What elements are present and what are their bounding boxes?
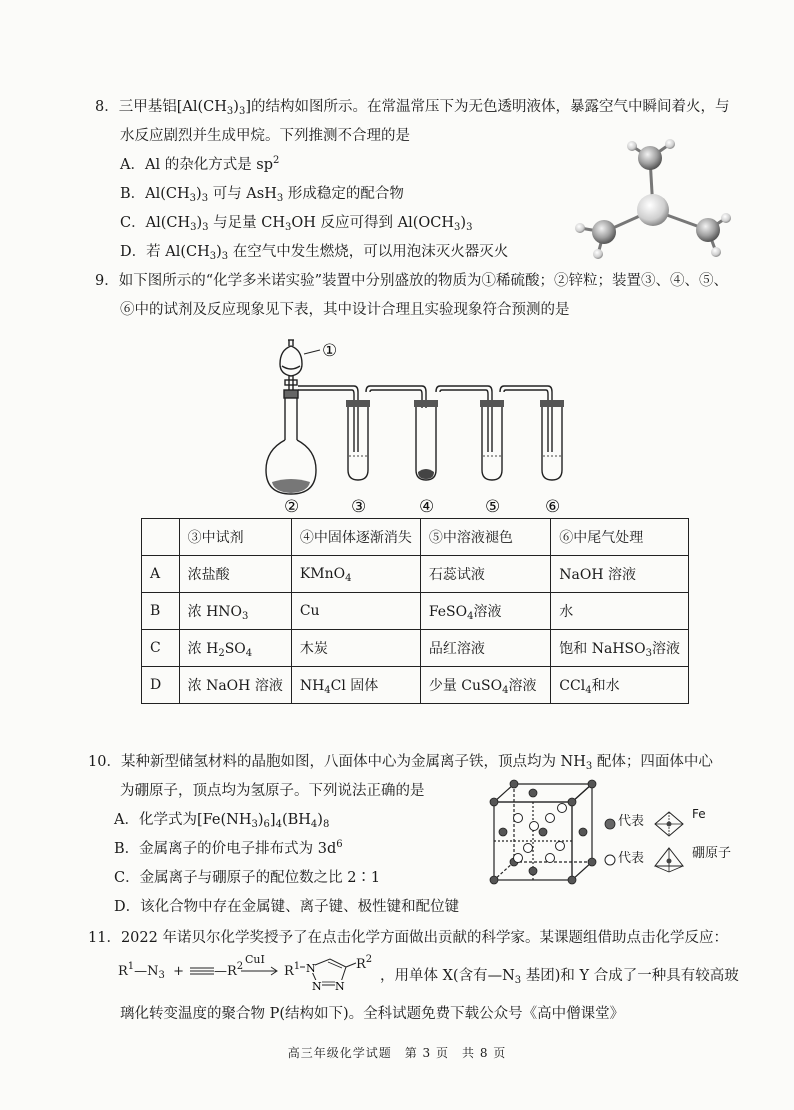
- table-header-cell: ⑤中溶液褪色: [420, 519, 550, 556]
- table-header-cell: [142, 519, 180, 556]
- table-cell: 木炭: [291, 630, 420, 667]
- legend-fe-label: Fe: [692, 807, 706, 821]
- q10-option-c: C．金属离子与硼原子的配位数之比 2∶1: [114, 870, 381, 886]
- table-cell: 浓 $HNO_3$: [179, 593, 291, 630]
- row-label: A: [142, 556, 180, 593]
- q11-line1: 11．2022 年诺贝尔化学奖授予了在点击化学方面做出贡献的科学家。某课题组借助点击化学反应：: [88, 930, 728, 946]
- table-row: [142, 593, 689, 630]
- table-cell: 浓 $H_2SO_4$: [179, 630, 291, 667]
- q11-line3: 璃化转变温度的聚合物 P(结构如下)。全科试题免费下载公众号《高中僧课堂》: [120, 1006, 625, 1022]
- crystal-cell-figure: [488, 778, 596, 886]
- table-header-cell: ⑥中尾气处理: [551, 519, 689, 556]
- reaction-reactants: $R^1—N_3$ +: [118, 961, 184, 981]
- reaction-catalyst: CuI: [245, 953, 265, 966]
- legend-boron-text: 代表: [618, 851, 645, 866]
- q8-option-c: C．$Al(CH_3)_3$ 与足量 $CH_3OH$ 反应可得到 $Al(OCH_3)_3$: [120, 215, 473, 233]
- q8-line2: 水反应剧烈并生成甲烷。下列推测不合理的是: [120, 128, 410, 144]
- q8-option-b: B．$Al(CH_3)_3$ 可与 AsH$_3$ 形成稳定的配合物: [120, 186, 404, 204]
- table-header-cell: ④中固体逐渐消失: [291, 519, 420, 556]
- table-cell: FeSO$_4$溶液: [420, 593, 550, 630]
- q8-option-a: A．Al 的杂化方式是 $sp^2$: [120, 155, 280, 173]
- reagent-table: [141, 518, 689, 704]
- q8-line1: 8．三甲基铝$[Al(CH_3)_3]$的结构如图所示。在常温常压下为无色透明液体，暴露空气中瞬间着火，与: [95, 99, 730, 117]
- table-cell: 少量 CuSO$_4$溶液: [420, 667, 550, 704]
- table-row: [142, 556, 689, 593]
- q11-line2: ，用单体 X(含有$—N_3$ 基团)和 Y 合成了一种具有较高玻: [380, 968, 739, 986]
- table-cell: 水: [551, 593, 689, 630]
- table-header-cell: ③中试剂: [179, 519, 291, 556]
- apparatus-label-4: ④: [419, 497, 435, 517]
- triazole-ring: [300, 955, 360, 993]
- table-cell: NaOH 溶液: [551, 556, 689, 593]
- q10-option-a: A．化学式为$[Fe(NH_3)_6]_4(BH_4)_8$: [114, 812, 330, 830]
- row-label: D: [142, 667, 180, 704]
- table-cell: 浓盐酸: [179, 556, 291, 593]
- apparatus-label-3: ③: [351, 497, 367, 517]
- table-cell: 石蕊试液: [420, 556, 550, 593]
- apparatus-label-1: ①: [322, 341, 338, 361]
- q10-option-d: D．该化合物中存在金属键、离子键、极性键和配位键: [114, 899, 460, 915]
- table-row: [142, 630, 689, 667]
- alkyne-triple-bond: [188, 964, 216, 978]
- apparatus-label-5: ⑤: [485, 497, 501, 517]
- row-label: B: [142, 593, 180, 630]
- trimethylaluminum-structure-figure: [568, 132, 738, 264]
- product-r1: $R^1$: [284, 961, 301, 979]
- row-label: C: [142, 630, 180, 667]
- legend-fe-text: 代表: [618, 814, 645, 829]
- reaction-r2: $—R^2$: [214, 961, 244, 979]
- page-footer: 高三年级化学试题 第 3 页 共 8 页: [287, 1046, 507, 1060]
- triazole-n2: N: [312, 980, 322, 993]
- table-cell: Cu: [291, 593, 420, 630]
- product-r2: $R^2$: [356, 954, 373, 972]
- apparatus-label-2: ②: [284, 497, 300, 517]
- triazole-n3: N: [335, 980, 345, 993]
- legend-boron-label: 硼原子: [692, 846, 732, 861]
- apparatus-label-6: ⑥: [545, 497, 561, 517]
- table-cell: 浓 NaOH 溶液: [179, 667, 291, 704]
- table-cell: 品红溶液: [420, 630, 550, 667]
- q10-line2: 为硼原子，顶点均为氢原子。下列说法正确的是: [120, 783, 425, 799]
- q9-line1: 9．如下图所示的“化学多米诺实验”装置中分别盛放的物质为①稀硫酸；②锌粒；装置③、④、⑤、: [95, 273, 729, 289]
- q10-option-b: B．金属离子的价电子排布式为 $3d^6$: [114, 839, 343, 857]
- domino-experiment-apparatus: [258, 332, 588, 516]
- table-cell: 饱和 NaHSO$_3$溶液: [551, 630, 689, 667]
- q10-line1: 10．某种新型储氢材料的晶胞如图，八面体中心为金属离子铁，顶点均为 $NH_3$ 配体；四面体中心: [88, 754, 713, 772]
- q8-option-d: D．若 $Al(CH_3)_3$ 在空气中发生燃烧，可以用泡沫灭火器灭火: [120, 244, 509, 262]
- table-cell: KMnO$_4$: [291, 556, 420, 593]
- table-row: [142, 667, 689, 704]
- q9-line2: ⑥中的试剂及反应现象见下表，其中设计合理且实验现象符合预测的是: [120, 302, 570, 318]
- table-cell: $NH_4Cl$ 固体: [291, 667, 420, 704]
- table-header-row: [142, 519, 689, 556]
- triazole-n1: N: [306, 962, 316, 975]
- reaction-arrow: [240, 966, 280, 976]
- table-cell: CCl$_4$和水: [551, 667, 689, 704]
